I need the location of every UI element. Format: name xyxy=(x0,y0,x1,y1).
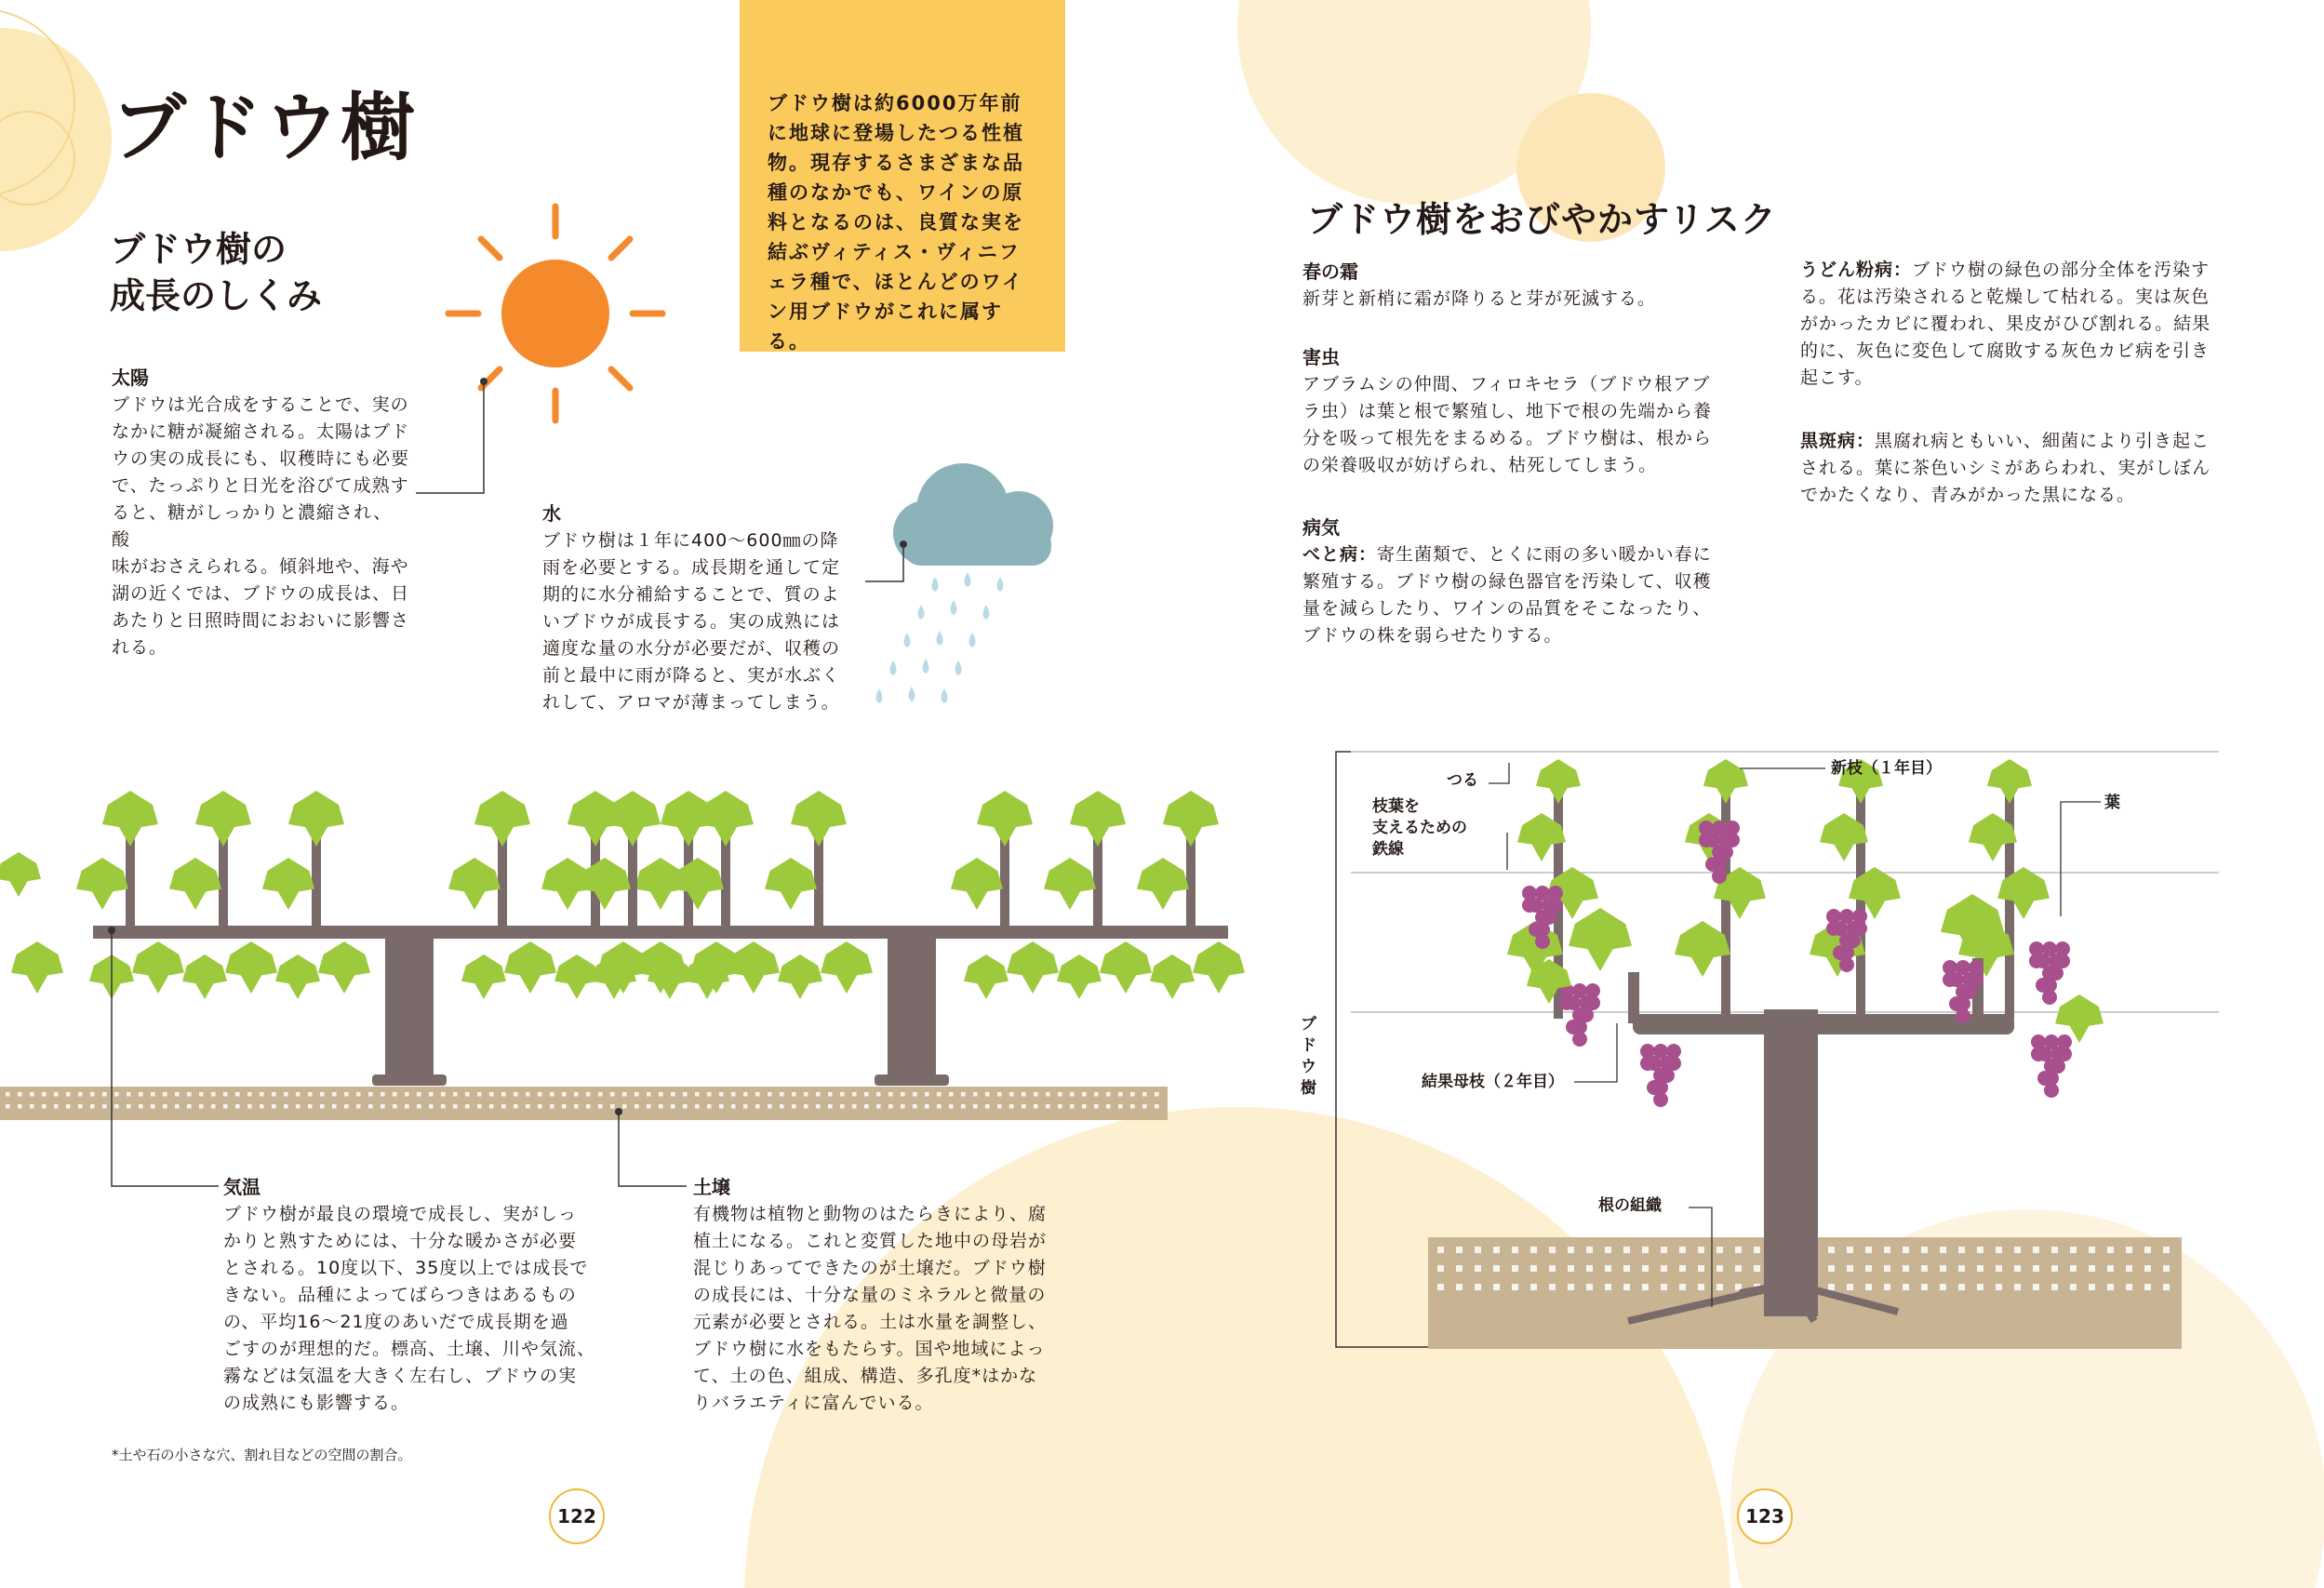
frost-text: 新芽と新梢に霜が降りると芽が死滅する。 xyxy=(1302,288,1657,309)
rain-drops-icon xyxy=(876,572,1004,703)
sun-text: ブドウは光合成をすることで、実の なかに糖が凝縮される。太陽はブド ウの実の成長にも、収穫時にも必要 で、たっぷりと日光を浴びて成熟す ると、糖がしっかりと濃縮され、酸 味がおさえられる。傾斜地や、海や 湖の近くでは、ブドウの成長は、日 あたりと日照時間におおいに影響さ れる。 xyxy=(112,394,410,658)
frost-section xyxy=(1302,259,1768,313)
label-vine: ブ ド ウ 樹 xyxy=(1301,1015,1316,1098)
soil-leader-dot xyxy=(615,1108,622,1115)
sun-leader xyxy=(416,381,484,493)
risk-title: ブドウ樹をおびやかすリスク xyxy=(1307,199,1777,240)
water-leader-dot xyxy=(900,540,907,548)
label-tendril: つる xyxy=(1447,771,1478,790)
page-number: 123 xyxy=(1737,1488,1793,1544)
temperature-heading: 気温 xyxy=(223,1176,260,1198)
powdery-mildew-term: うどん粉病： xyxy=(1800,260,1913,280)
soil-section xyxy=(693,1174,1065,1417)
label-fruiting-cane: 結果母枝（２年目） xyxy=(1422,1073,1564,1091)
sun-section xyxy=(112,365,409,661)
cloud-icon xyxy=(893,463,1053,566)
powdery-mildew-description: ブドウ樹の緑色の部分全体を汚染す る。花は汚染されると乾燥して枯れる。実は灰色 がかったカビに覆われ、果皮がひび割れる。結果 的に、灰色に変色して腐敗する灰色カビ病を引き 起こす。 xyxy=(1800,260,2211,388)
soil-leader xyxy=(619,1112,687,1186)
temperature-section xyxy=(223,1174,595,1417)
soil-heading: 土壌 xyxy=(693,1176,730,1198)
black-rot-term: 黒斑病： xyxy=(1800,431,1876,451)
sun-icon xyxy=(448,207,662,420)
pests-section xyxy=(1302,344,1768,479)
label-roots: 根の組織 xyxy=(1598,1196,1662,1215)
label-new-shoot: 新枝（１年目） xyxy=(1831,759,1942,778)
footnote: *土や石の小さな穴、割れ目などの空間の割合。 xyxy=(112,1447,412,1463)
soil-band xyxy=(0,1087,1168,1120)
section-subtitle: ブドウ樹の 成長のしくみ xyxy=(110,229,323,316)
label-wire: 枝葉を 支えるための 鉄線 xyxy=(1372,797,1467,859)
disease-heading: 病気 xyxy=(1302,516,1340,539)
pests-text: アブラムシの仲間、フィロキセラ（ブドウ根アブ ラ虫）は葉と根で繁殖し、地下で根の先端から養 分を吸って根先をまるめる。ブドウ樹は、根から の栄養吸収が妨げられ、枯死してしまう。 xyxy=(1302,374,1713,475)
vine-anatomy-diagram xyxy=(1336,752,2219,1349)
water-leader xyxy=(865,544,903,581)
soil-text: 有機物は植物と動物のはたらきにより、腐 植土になる。これと変質した地中の母岩が 混じりあってできたのが土壌だ。ブドウ樹 の成長には、十分な量のミネラルと微量の 元素が必要とされる。土は水量を調整し、 ブドウ樹に水をもたらす。国や地域によっ て、土の色、組成、構造、多孔度*はかな りバラエティに富んでいる。 xyxy=(693,1204,1048,1413)
pests-heading: 害虫 xyxy=(1302,346,1340,368)
water-heading: 水 xyxy=(542,502,561,525)
powdery-mildew-text xyxy=(1800,257,2228,392)
black-rot-description: 黒腐れ病ともいい、細菌により引き起こ される。葉に茶色いシミがあらわれ、実がしぼん でかたくなり、青みがかった黒になる。 xyxy=(1800,431,2211,505)
water-section xyxy=(542,500,849,716)
frost-heading: 春の霜 xyxy=(1302,260,1358,283)
page-title: ブドウ樹 xyxy=(112,85,417,171)
page-number: 122 xyxy=(549,1488,605,1544)
sun-leader-dot xyxy=(480,378,488,385)
label-leaf: 葉 xyxy=(2104,794,2120,812)
disease-section xyxy=(1302,514,1768,649)
downy-mildew-text xyxy=(1302,541,1768,649)
temperature-leader-dot xyxy=(108,927,115,934)
sun-heading: 太陽 xyxy=(112,367,149,389)
water-text: ブドウ樹は１年に400〜600㎜の降 雨を必要とする。成長期を通して定 期的に水分補給することで、質のよ いブドウが成長する。実の成熟には 適度な量の水分が必要だが、収穫の 前と最中に雨が降ると、実が水ぶく れして、アロマが薄まってしまう。 xyxy=(542,530,841,713)
downy-mildew-term: べと病： xyxy=(1302,544,1378,565)
deco-circle xyxy=(0,28,112,251)
vine-illustration xyxy=(0,791,1245,1086)
intro-box: ブドウ樹は約6000万年前 に地球に登場したつる性植 物。現存するさまざまな品 種のなかでも、ワインの原 料となるのは、良質な実を 結ぶヴィティス・ヴィニフ ェラ種で、ほとんどのワイ ン用ブドウがこれに属する。 xyxy=(740,0,1065,352)
temperature-text: ブドウ樹が最良の環境で成長し、実がしっ かりと熟すためには、十分な暖かさが必要 とされる。10度以下、35度以上では成長で きない。品種によってばらつきはあるもの の、平均16〜21度のあいだで成長期を過 ごすのが理想的だ。標高、土壌、川や気流、 霧などは気温を大きく左右し、ブドウの実 の成熟にも影響する。 xyxy=(223,1204,596,1413)
black-rot-text xyxy=(1800,428,2228,509)
downy-mildew-description: 寄生菌類で、とくに雨の多い暖かい春に 繁殖する。ブドウ樹の緑色器官を汚染して、収穫 量を減らしたり、ワインの品質をそこなったり、 ブドウの株を弱らせたりする。 xyxy=(1302,544,1712,646)
